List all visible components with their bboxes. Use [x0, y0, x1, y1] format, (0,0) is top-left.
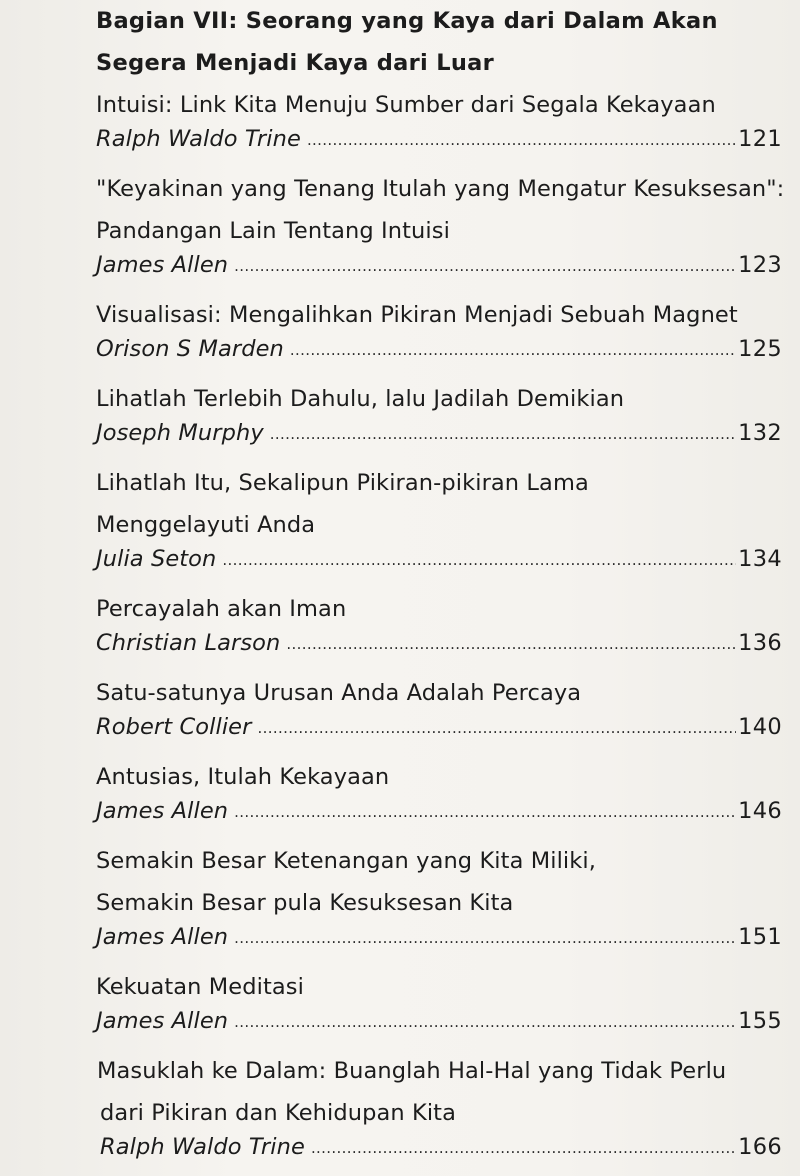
toc-entry-title: Visualisasi: Mengalihkan Pikiran Menjadi Sebuah Magnet — [96, 302, 738, 328]
toc-entry-page-number: 155 — [738, 1008, 782, 1034]
section-heading-line-2: Segera Menjadi Kaya dari Luar — [96, 50, 495, 76]
toc-entry-author-line — [96, 798, 782, 840]
toc-entry-author-line — [96, 1134, 782, 1176]
toc-entry-page-number: 132 — [738, 420, 782, 446]
toc-entry-author: James Allen — [96, 1008, 229, 1034]
toc-entry-author: Joseph Murphy — [96, 420, 264, 446]
toc-entry-title: Lihatlah Itu, Sekalipun Pikiran-pikiran Lama — [96, 470, 589, 496]
toc-entry-author-line — [96, 546, 782, 588]
dot-leader — [270, 425, 736, 443]
toc-entry-title: "Keyakinan yang Tenang Itulah yang Mengatur Kesuksesan": — [96, 176, 785, 202]
toc-entry-title: Percayalah akan Iman — [96, 596, 347, 622]
toc-entry-author-line — [96, 420, 782, 462]
section-heading-line-1: Bagian VII: Seorang yang Kaya dari Dalam Akan — [96, 8, 718, 34]
toc-entry-author-line — [96, 252, 782, 294]
toc-entry-page-number: 134 — [738, 546, 782, 572]
toc-entry-title: Menggelayuti Anda — [96, 512, 316, 538]
table-of-contents — [96, 0, 785, 1176]
toc-entry-page-number: 146 — [738, 798, 782, 824]
toc-entry-author-line — [96, 924, 782, 966]
toc-entry-title: Intuisi: Link Kita Menuju Sumber dari Segala Kekayaan — [96, 92, 716, 118]
toc-entry-author-line — [96, 630, 782, 672]
dot-leader — [222, 551, 736, 569]
toc-entry-author: Julia Seton — [96, 546, 217, 572]
toc-entry-title: dari Pikiran dan Kehidupan Kita — [100, 1100, 456, 1126]
toc-entry-author: Ralph Waldo Trine — [100, 1134, 305, 1160]
toc-entry-title: Semakin Besar pula Kesuksesan Kita — [96, 890, 514, 916]
toc-entry-author-line — [96, 714, 782, 756]
toc-entry-page-number: 136 — [738, 630, 782, 656]
toc-entry-title: Semakin Besar Ketenangan yang Kita Miliki, — [96, 848, 597, 874]
toc-entry-title: Masuklah ke Dalam: Buanglah Hal-Hal yang Tidak Perlu — [97, 1058, 727, 1084]
dot-leader — [257, 719, 736, 737]
dot-leader — [307, 131, 736, 149]
dot-leader — [311, 1139, 736, 1157]
dot-leader — [234, 257, 736, 275]
toc-entry-page-number: 151 — [738, 924, 782, 950]
toc-entry-author-line — [96, 126, 782, 168]
dot-leader — [234, 929, 736, 947]
dot-leader — [234, 1013, 736, 1031]
toc-entry-author: Ralph Waldo Trine — [96, 126, 301, 152]
toc-entry-author-line — [96, 1008, 782, 1050]
toc-entry-page-number: 140 — [738, 714, 782, 740]
dot-leader — [286, 635, 736, 653]
toc-entry-page-number: 125 — [738, 336, 782, 362]
toc-entry-author: Christian Larson — [96, 630, 281, 656]
toc-entry-author: Orison S Marden — [96, 336, 284, 362]
toc-entry-author: Robert Collier — [96, 714, 252, 740]
toc-entry-title: Antusias, Itulah Kekayaan — [96, 764, 390, 790]
toc-entry-author: James Allen — [96, 252, 229, 278]
toc-entry-page-number: 123 — [738, 252, 782, 278]
dot-leader — [290, 341, 736, 359]
toc-entry-page-number: 121 — [738, 126, 782, 152]
toc-entry-page-number: 166 — [738, 1134, 782, 1160]
toc-entry-title: Kekuatan Meditasi — [96, 974, 304, 1000]
toc-entry-title: Lihatlah Terlebih Dahulu, lalu Jadilah Demikian — [96, 386, 625, 412]
toc-entry-author-line — [96, 336, 782, 378]
dot-leader — [234, 803, 736, 821]
toc-entry-author: James Allen — [96, 798, 229, 824]
toc-entry-title: Satu-satunya Urusan Anda Adalah Percaya — [96, 680, 582, 706]
toc-entry-title: Pandangan Lain Tentang Intuisi — [96, 218, 450, 244]
toc-entry-author: James Allen — [96, 924, 229, 950]
